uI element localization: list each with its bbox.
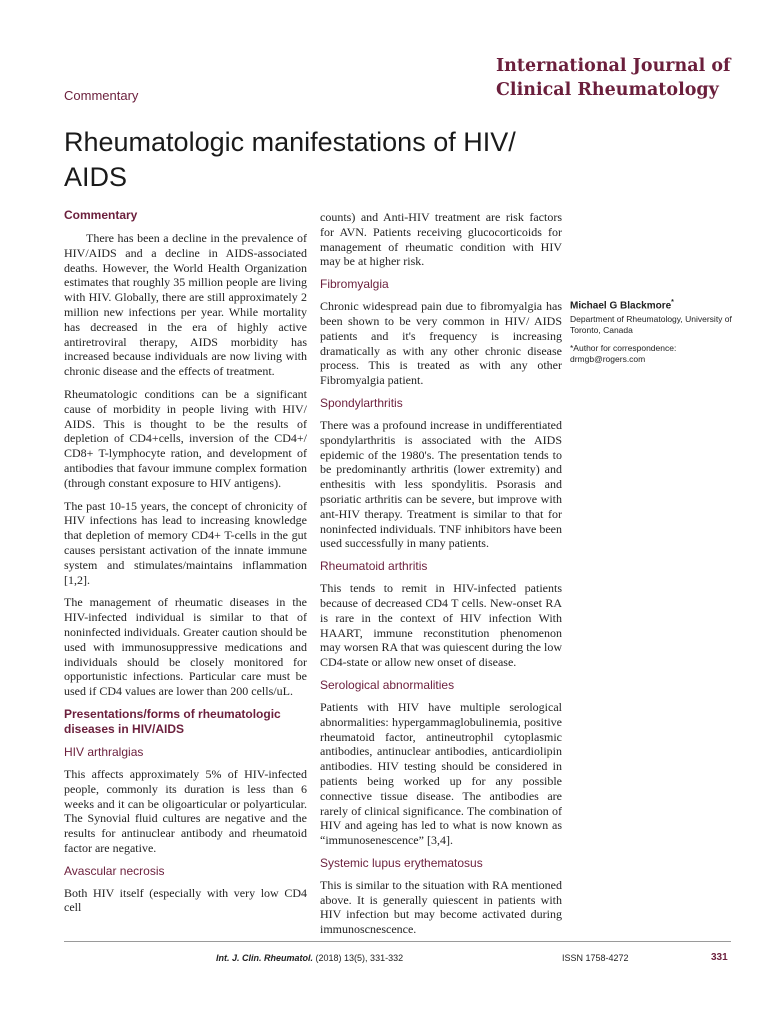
journal-name-line2: Clinical Rheumatology — [496, 80, 719, 100]
paragraph: Rheumatologic conditions can be a significant cause of morbidity in people living with HIV/ AIDS. This is thought to be the results of depletion of CD4+cells, inversion of the CD4+/ CD8+ T-lymphocyte ration, and development of antibodies that favour immune complex formation (through constant exposure to HIV antigens). — [64, 386, 307, 490]
author-sidebar — [570, 297, 740, 365]
heading-presentations: Presentations/forms of rheumatologic diseases in HIV/AIDS — [64, 706, 281, 736]
paragraph: The past 10-15 years, the concept of chronicity of HIV infections has lead to increasing knowledge that depletion of memory CD4+ T-cells in the gut causes persistant activation of the innate immune system and stimulates/maintains inflammation [1,2]. — [64, 498, 307, 587]
subheading-hiv-arthralgias: HIV arthralgias — [64, 744, 144, 759]
paragraph: Patients with HIV have multiple serological abnormalities: hypergammaglobulinemia, positive rheumatoid factor, antineutrophil cytoplasmic antibodies, antinuclear antibodies, anticardiolipin antibodies. HIV testing should be considered in patients being worked up for any possible connective tissue disease. The antibodies are rarely of clinical significance. The combination of HIV and ageing has led to what is now known as “immunosenescence” [3,4]. — [320, 699, 562, 848]
author-affiliation: Department of Rheumatology, University of Toronto, Canada — [570, 314, 732, 336]
footer-citation — [216, 953, 403, 963]
paragraph: This affects approximately 5% of HIV-infected people, commonly its duration is less than 6 weeks and it can be oligoarticular or polyarticular. The Synovial fluid cultures are negative and the results for antinuclear antibody and rheumatoid factor are negative. — [64, 766, 307, 855]
subheading-serological: Serological abnormalities — [320, 677, 455, 692]
author-name — [570, 297, 740, 311]
subheading-spondylarthritis: Spondylarthritis — [320, 395, 403, 410]
paragraph: There was a profound increase in undifferentiated spondylarthritis is associated with the AIDS epidemic of the 1980's. The presentation tends to be predominantly arthritis (lower extremity) and enthesitis with less spondylitis. Psorasis and psoriatic arthritis can be severe, but improve with ant-HIV therapy. Treatment is similar to that for noninfected individuals. TNF inhibitors have been used successfully in many patients. — [320, 417, 562, 551]
column-middle — [320, 210, 562, 945]
column-left — [64, 208, 307, 923]
author-mark: * — [671, 299, 674, 306]
correspondence-label: *Author for correspondence: — [570, 343, 677, 354]
subheading-avascular-necrosis: Avascular necrosis — [64, 863, 165, 878]
paragraph: counts) and Anti-HIV treatment are risk factors for AVN. Patients receiving glucocorticoids for management of rheumatic condition with HIV may be at higher risk. — [320, 210, 562, 269]
paragraph: Both HIV itself (especially with very low CD4 cell — [64, 885, 307, 915]
footer-divider — [64, 941, 731, 942]
paragraph: This tends to remit in HIV-infected patients because of decreased CD4 T cells. New-onset RA is rare in the context of HIV infection With HAART, immune reconstitution phenomenon may worsen RA that was quiescent during the low CD4-state or allow new onset of disease. — [320, 581, 562, 670]
paragraph: Chronic widespread pain due to fibromyalgia has been shown to be very common in HIV/ AIDS patients and it's frequency is increasing dramatically as with any other chronic disease process. This is treated as with any other Fibromyalgia patient. — [320, 299, 562, 388]
footer-citation-detail: (2018) 13(5), 331-332 — [315, 953, 404, 963]
page-number: 331 — [711, 952, 728, 963]
journal-name — [496, 54, 746, 102]
footer-issn: ISSN 1758-4272 — [562, 953, 629, 963]
subheading-rheumatoid-arthritis: Rheumatoid arthritis — [320, 559, 428, 574]
correspondence-email: drmgb@rogers.com — [570, 354, 646, 365]
footer-journal-abbr: Int. J. Clin. Rheumatol. — [216, 953, 314, 963]
subheading-sle: Systemic lupus erythematosus — [320, 855, 483, 870]
heading-commentary: Commentary — [64, 208, 138, 222]
paragraph: There has been a decline in the prevalence of HIV/AIDS and a decline in AIDS-associated deaths. However, the World Health Organization estimates that roughly 35 million people are living with HIV. Globally, there are still approximately 2 million new infections per year. While mortality has decreased in the era of highly active antiretroviral therapy, AIDS morbidity has increased because individuals are now living with chronic disease and the effects of treatment. — [64, 231, 307, 379]
paragraph: This is similar to the situation with RA mentioned above. It is generally quiescent in patients with HIV infection but may become activated during immunoscnescence. — [320, 877, 562, 937]
subheading-fibromyalgia: Fibromyalgia — [320, 277, 389, 292]
author-name-text: Michael G Blackmore — [570, 300, 672, 312]
journal-name-line1: International Journal of — [496, 56, 731, 76]
paragraph: The management of rheumatic diseases in the HIV-infected individual is similar to that of noninfected individuals. Greater caution should be used with immunosuppressive medications and individuals should be closely monitored for opportunistic infections. Particular care must be used if CD4 values are lower than 200 cells/uL. — [64, 595, 307, 699]
section-label: Commentary — [64, 88, 139, 103]
article-title: Rheumatologic manifestations of HIV/ AIDS — [64, 127, 516, 192]
